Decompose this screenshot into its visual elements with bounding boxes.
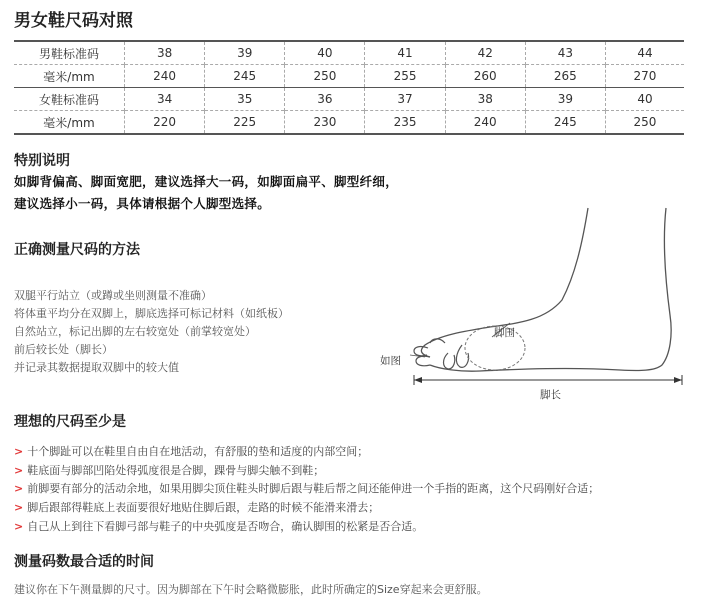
table-cell: 260 [445, 65, 525, 88]
table-cell: 39 [525, 88, 605, 111]
arrow-icon: > [14, 463, 24, 477]
list-item: > 自己从上到往下看脚弓部与鞋子的中央弧度是否吻合，确认脚围的松紧是否合适。 [14, 519, 424, 533]
list-item: > 脚后跟部得鞋底上表面要很好地贴住脚后跟，走路的时候不能滑来滑去； [14, 501, 380, 515]
row-label: 女鞋标准码 [38, 92, 99, 107]
table-row [14, 65, 684, 88]
table-cell: 44 [605, 41, 684, 65]
method-line: 将体重平均分在双脚上，脚底选择可标记材料（如纸板） [14, 307, 289, 320]
table-cell: 240 [125, 65, 205, 88]
best-time-text: 建议你在下午测量脚的尺寸。因为脚部在下午时会略微膨胀，此时所确定的Size穿起来会更舒服。 [14, 583, 488, 596]
table-cell: 220 [125, 111, 205, 135]
ideal-heading: 理想的尺码至少是 [14, 414, 126, 430]
table-cell: 240 [445, 111, 525, 135]
foot-measurement-figure [370, 205, 690, 400]
arrow-icon: > [14, 519, 24, 533]
table-cell: 235 [365, 111, 445, 135]
special-note-line-1: 如脚背偏高、脚面宽肥，建议选择大一码，如脚面扁平、脚型纤细， [14, 174, 399, 189]
table-row [14, 41, 684, 65]
table-cell: 250 [285, 65, 365, 88]
figure-label: 如图 [380, 355, 401, 367]
circumference-label: 脚围 [494, 327, 515, 339]
list-item: > 十个脚趾可以在鞋里自由自在地活动，有舒服的垫和适度的内部空间； [14, 445, 369, 458]
table-cell: 250 [605, 111, 684, 135]
method-line: 前后较长处（脚长） [14, 343, 113, 356]
method-line: 双腿平行站立（或蹲或坐则测量不准确） [14, 289, 212, 302]
row-label: 毫米/mm [43, 69, 95, 84]
table-cell: 37 [365, 88, 445, 111]
table-row [14, 111, 684, 135]
foot-outline-icon [370, 205, 690, 400]
table-cell: 245 [205, 65, 285, 88]
page-title: 男女鞋尺码对照 [14, 11, 133, 31]
special-note-line-2: 建议选择小一码，具体请根据个人脚型选择。 [14, 196, 271, 211]
table-cell: 40 [605, 88, 684, 111]
list-item: > 鞋底面与脚部凹陷处得弧度很是合脚，踝骨与脚尖触不到鞋； [14, 463, 325, 477]
special-note-heading: 特别说明 [14, 153, 70, 169]
table-cell: 230 [285, 111, 365, 135]
table-cell: 40 [285, 41, 365, 65]
table-cell: 38 [445, 88, 525, 111]
table-cell: 39 [205, 41, 285, 65]
table-cell: 36 [285, 88, 365, 111]
length-label: 脚长 [540, 389, 561, 401]
arrow-icon: > [14, 445, 24, 458]
row-label: 毫米/mm [43, 115, 95, 130]
method-line: 自然站立，标记出脚的左右较宽处（前掌较宽处） [14, 325, 256, 338]
ideal-list [14, 443, 599, 536]
table-cell: 41 [365, 41, 445, 65]
table-cell: 38 [125, 41, 205, 65]
table-cell: 34 [125, 88, 205, 111]
method-heading: 正确测量尺码的方法 [14, 242, 140, 258]
best-time-heading: 测量码数最合适的时间 [14, 554, 154, 570]
table-row [14, 88, 684, 111]
table-cell: 42 [445, 41, 525, 65]
arrow-icon: > [14, 501, 24, 515]
table-cell: 270 [605, 65, 684, 88]
row-label: 男鞋标准码 [38, 46, 99, 61]
method-line: 并记录其数据提取双脚中的较大值 [14, 361, 179, 374]
list-item: > 前脚要有部分的活动余地，如果用脚尖顶住鞋头时脚后跟与鞋后帮之间还能伸进一个手指的距离，这个尺码刚好合适； [14, 482, 600, 496]
table-cell: 43 [525, 41, 605, 65]
arrow-icon: > [14, 482, 24, 496]
table-cell: 35 [205, 88, 285, 111]
table-cell: 265 [525, 65, 605, 88]
table-cell: 255 [365, 65, 445, 88]
table-cell: 245 [525, 111, 605, 135]
table-cell: 225 [205, 111, 285, 135]
size-table [14, 40, 684, 135]
